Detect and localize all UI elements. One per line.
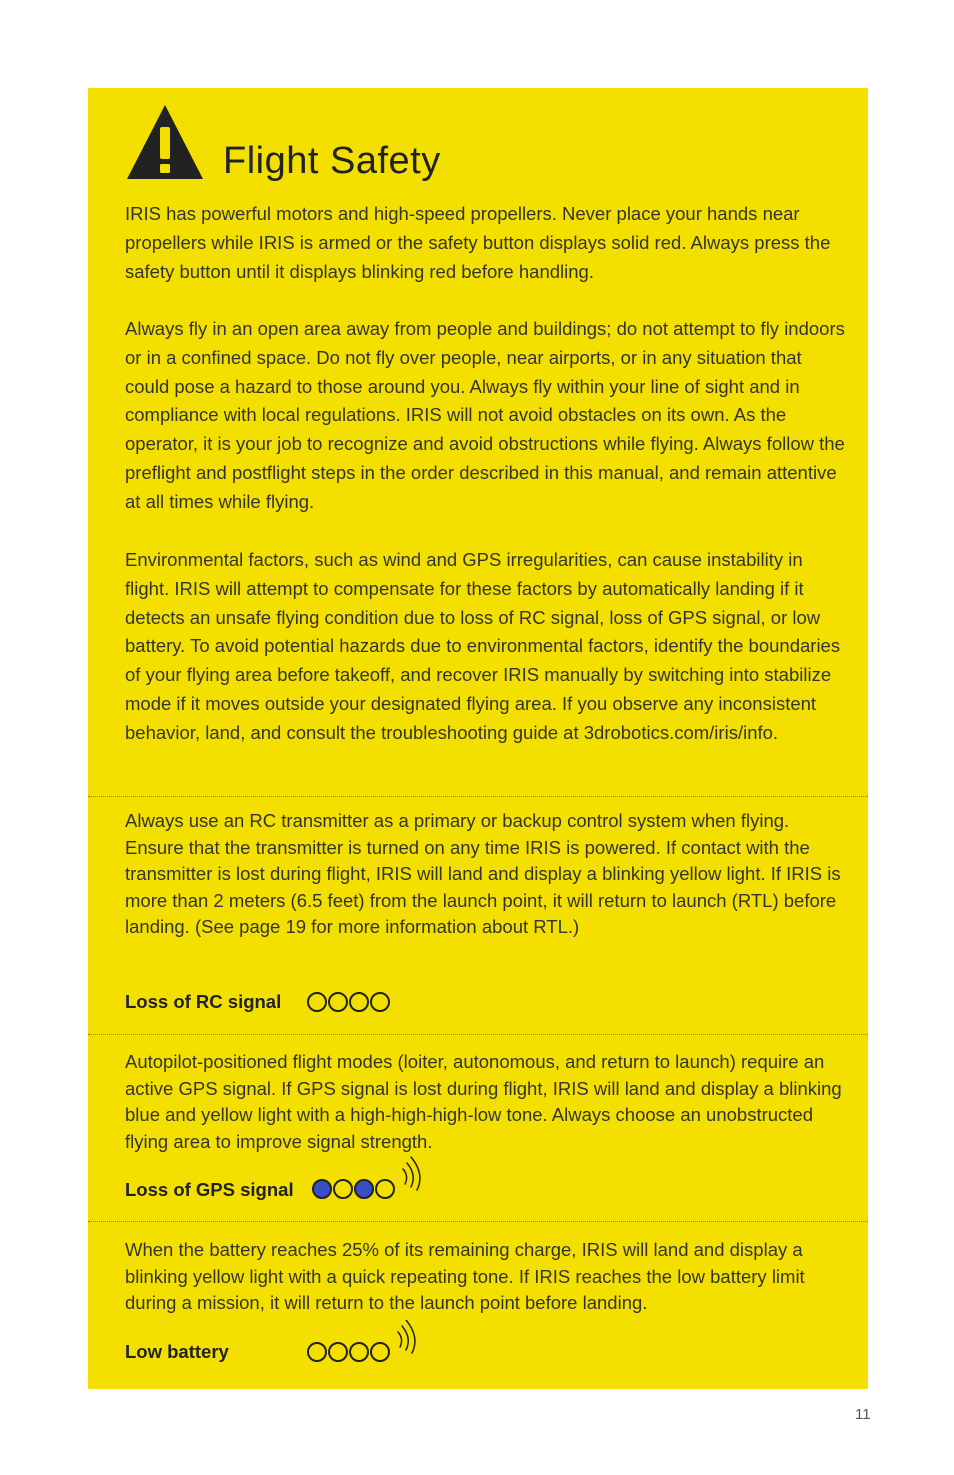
status-light bbox=[308, 1343, 326, 1361]
status-light bbox=[355, 1180, 373, 1198]
paragraph-environment: Environmental factors, such as wind and GPS irregularities, can cause instability in flight. IRIS will attempt to compensate for these factors by automatically landing if it detects an unsafe flying condition due to loss of RC signal, loss of GPS signal, or low battery. To avoid potential hazards due to environmental factors, identify the boundaries of your flying area before takeoff, and recover IRIS manually by switching into stabilize mode if it moves outside your designated flying area. If you observe any inconsistent behavior, land, and consult the troubleshooting guide at 3drobotics.com/iris/info. bbox=[125, 549, 841, 743]
status-light bbox=[329, 1343, 347, 1361]
status-light bbox=[376, 1180, 394, 1198]
status-light bbox=[371, 1343, 389, 1361]
paragraph-propellers: IRIS has powerful motors and high-speed propellers. Never place your hands near propellers while IRIS is armed or the safety button displays solid red. Always press the safety button until it displays blinking red before handling. bbox=[125, 203, 831, 282]
status-light bbox=[334, 1180, 352, 1198]
battery-signal-lights bbox=[306, 1320, 436, 1366]
status-light-group bbox=[308, 993, 389, 1011]
section-divider bbox=[88, 796, 868, 797]
warning-triangle-icon bbox=[125, 103, 205, 181]
flight-safety-panel bbox=[88, 88, 868, 1389]
status-light bbox=[308, 993, 326, 1011]
gps-signal-lights bbox=[311, 1156, 441, 1202]
signal-label-gps: Loss of GPS signal bbox=[125, 1179, 294, 1200]
signal-label-rc: Loss of RC signal bbox=[125, 991, 282, 1012]
status-light bbox=[371, 993, 389, 1011]
signal-label-battery: Low battery bbox=[125, 1341, 229, 1362]
status-light bbox=[350, 993, 368, 1011]
status-light bbox=[329, 993, 347, 1011]
page-number: 11 bbox=[855, 1406, 871, 1423]
paragraph-gps: Autopilot-positioned flight modes (loiter, autonomous, and return to launch) require an active GPS signal. If GPS signal is lost during flight, IRIS will land and display a blinking blue and yellow light with a high-high-high-low tone. Always choose an unobstructed flying area to improve signal strength. bbox=[125, 1051, 842, 1152]
section-divider bbox=[88, 1221, 868, 1222]
paragraph-battery: When the battery reaches 25% of its remaining charge, IRIS will land and display a blinking yellow light with a quick repeating tone. If IRIS reaches the low battery limit during a mission, it will return to the launch point before landing. bbox=[125, 1239, 805, 1314]
paragraph-flying-area: Always fly in an open area away from people and buildings; do not attempt to fly indoors or in a confined space. Do not fly over people, near airports, or in any situation that could pose a hazard to those around you. Always fly within your line of sight and in compliance with local regulations. IRIS will not avoid obstacles on its own. As the operator, it is your job to recognize and avoid obstructions while flying. Always follow the preflight and postflight steps in the order described in this manual, and remain attentive at all times while flying. bbox=[125, 318, 845, 512]
rc-signal-lights bbox=[306, 990, 416, 1018]
status-light bbox=[350, 1343, 368, 1361]
section-divider bbox=[88, 1034, 868, 1035]
sound-wave-icon bbox=[398, 1320, 415, 1353]
sound-wave-icon bbox=[403, 1157, 420, 1190]
page-title: Flight Safety bbox=[223, 140, 441, 182]
paragraph-rc-transmitter: Always use an RC transmitter as a primary or backup control system when flying. Ensure that the transmitter is turned on any time IRIS is powered. If contact with the transmitter is lost during flight, IRIS will land and display a blinking yellow light. If IRIS is more than 2 meters (6.5 feet) from the launch point, it will return to launch (RTL) before landing. (See page 19 for more information about RTL.) bbox=[125, 810, 841, 938]
status-light bbox=[313, 1180, 331, 1198]
